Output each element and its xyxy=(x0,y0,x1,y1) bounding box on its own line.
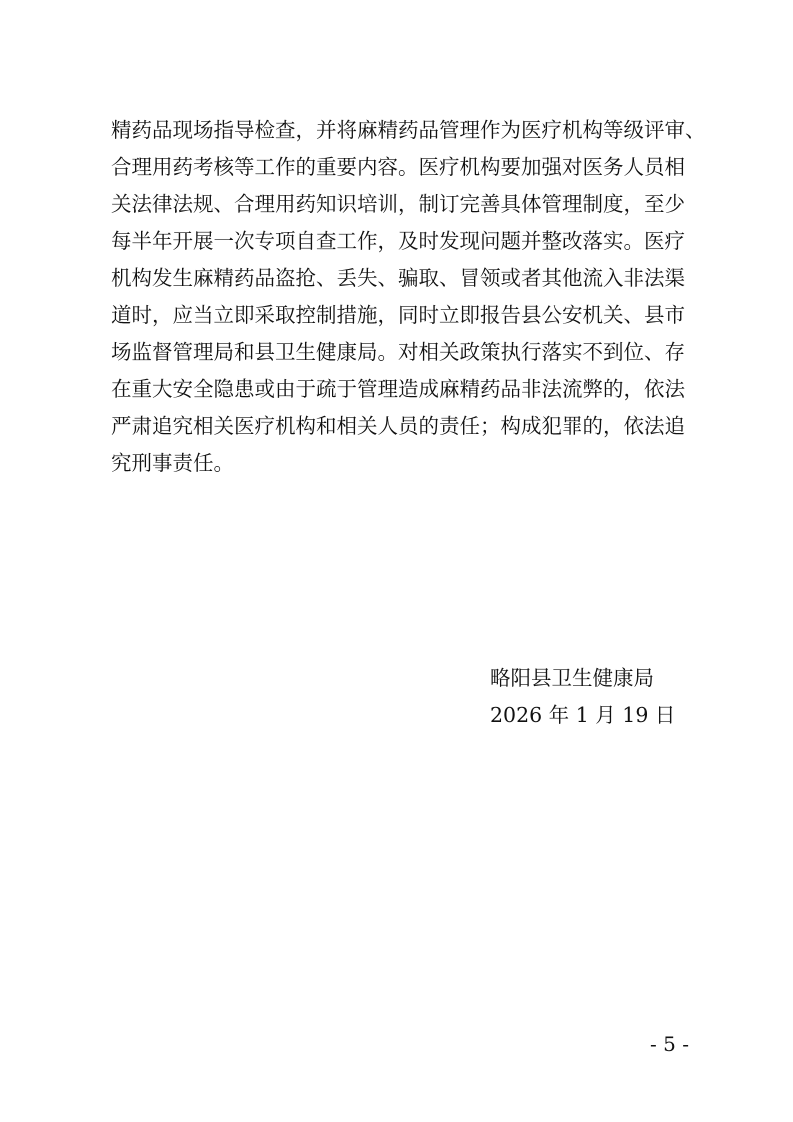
signature-block xyxy=(490,660,730,734)
signature-organization: 略阳县卫生健康局 xyxy=(490,666,654,690)
paragraph-line: 机构发生麻精药品盗抢、丢失、骗取、冒领或者其他流入非法渠 xyxy=(111,266,685,290)
paragraph-line: 在重大安全隐患或由于疏于管理造成麻精药品非法流弊的，依法 xyxy=(111,377,685,401)
paragraph-line: 合理用药考核等工作的重要内容。医疗机构要加强对医务人员相 xyxy=(111,155,685,179)
paragraph-line: 场监督管理局和县卫生健康局。对相关政策执行落实不到位、存 xyxy=(111,340,685,364)
paragraph-line: 道时，应当立即采取控制措施，同时立即报告县公安机关、县市 xyxy=(111,303,685,327)
paragraph-line: 关法律法规、合理用药知识培训，制订完善具体管理制度，至少 xyxy=(111,192,685,216)
body-paragraph xyxy=(111,112,711,482)
paragraph-line: 严肃追究相关医疗机构和相关人员的责任；构成犯罪的，依法追 xyxy=(111,414,685,438)
paragraph-line: 究刑事责任。 xyxy=(111,451,234,475)
paragraph-line: 每半年开展一次专项自查工作，及时发现问题并整改落实。医疗 xyxy=(111,229,685,253)
signature-date: 2026 年 1 月 19 日 xyxy=(490,703,676,727)
page-number: - 5 - xyxy=(650,1032,689,1056)
paragraph-line: 精药品现场指导检查，并将麻精药品管理作为医疗机构等级评审、 xyxy=(111,118,706,142)
